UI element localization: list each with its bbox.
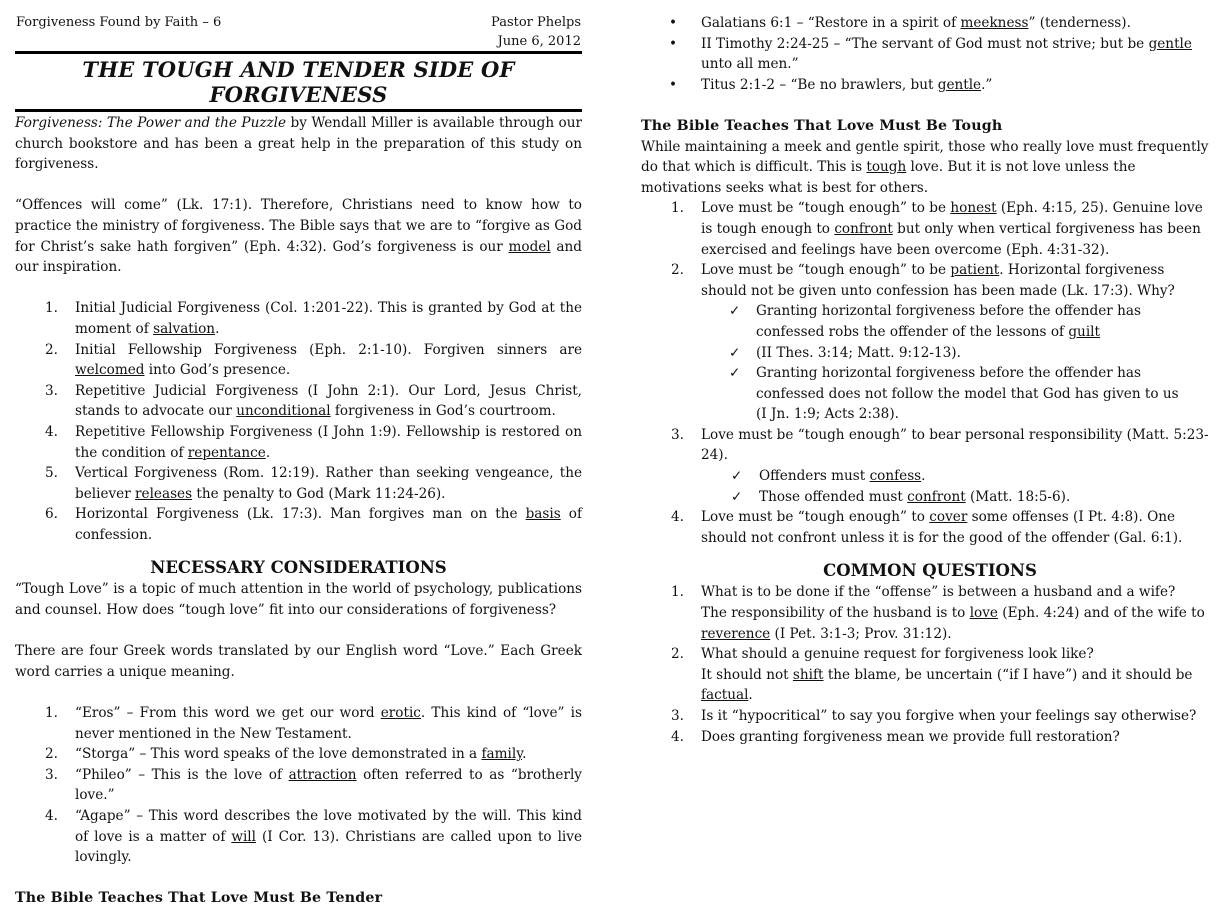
item-underline: meekness [960,15,1029,31]
item-text: “Phileo” – This is the love of [75,766,289,783]
item-text-end: ” (tenderness). [1028,15,1131,31]
bullet-icon: • [669,35,678,52]
answer-text: The responsibility of the husband is to [701,605,970,622]
list-number: 1. [45,705,58,722]
item-text-end: unto all men.” [701,56,799,73]
list-number: 2. [671,646,684,663]
item-text-end: . [265,444,271,461]
item-text: “Agape” – This word describes the love motivated by the will. This kind of love is a matter of [75,808,582,845]
item-text: II Timothy 2:24-25 – “The servant of God must not strive; but be [701,35,1149,52]
series-title: Forgiveness Found by Faith – 6 [16,15,222,30]
list-number: 4. [45,808,58,824]
list-item [15,381,582,422]
list-number: 1. [671,584,684,601]
tough-love-paragraph: “Tough Love” is a topic of much attention in the world of psychology, publications and counsel. How does “tough love” fit into our considerations of forgiveness? [15,581,582,619]
answer-text-mid: the blame, be uncertain (“if I have”) and it should be [823,666,1193,683]
offences-underline: model [508,238,551,255]
item-text: Vertical Forgiveness (Rom. 12:19). Rather than seeking vengeance, the believer [75,465,582,502]
item-underline: gentle [1148,35,1192,52]
item-text: Galatians 6:1 – “Restore in a spirit of [701,15,961,31]
answer-underline-2: reverence [701,625,771,642]
list-number: 6. [45,506,58,523]
list-number: 4. [45,423,58,440]
answer-text-end: (I Pet. 3:1-3; Prov. 31:12). [770,625,952,642]
item-text-end: the penalty to God (Mark 11:24-26). [192,485,446,502]
questions-heading: COMMON QUESTIONS [823,561,1037,581]
question-item [641,706,1209,727]
answer-underline: shift [792,666,824,683]
tender-bullets [641,13,1209,95]
check-item [641,363,1209,425]
check-underline: guilt [1068,323,1100,340]
item-underline: erotic [380,705,421,722]
item-underline: will [231,828,256,845]
list-item [15,504,582,545]
love-list [15,703,582,868]
list-number: 4. [671,509,684,526]
check-underline: confess [869,468,922,485]
check-text: Granting horizontal forgiveness before the offender has confessed does not follow the model that God has given to us (I Jn. 1:9; Acts 2:38). [756,365,1179,423]
item-text: Initial Fellowship Forgiveness (Eph. 2:1-10). Forgiven sinners are [75,341,582,358]
item-text: Initial Judicial Forgiveness (Col. 1:201-22). This is granted by God at the moment of [75,300,582,337]
item-text-mid: (Eph. 4:15, 25). Genuine love is tough enough to [701,200,1203,237]
forgiveness-list [15,298,582,545]
tender-heading: The Bible Teaches That Love Must Be Tender [15,890,383,907]
book-title: Forgiveness: The Power and the Puzzle [15,115,287,131]
page-header [15,0,582,50]
questions-list [641,582,1209,747]
list-item [15,744,582,765]
list-item [15,765,582,806]
question-text: Does granting forgiveness mean we provide full restoration? [701,728,1120,745]
item-underline: salvation [153,320,216,337]
check-text-end: (Matt. 18:5-6). [965,488,1071,505]
item-text-end: into God’s presence. [144,362,291,379]
item-underline: gentle [937,76,982,93]
offences-text-2: and our inspiration. [15,238,582,276]
check-text-end: . [921,468,926,485]
item-text: Love must be “tough enough” to be [701,262,951,279]
item-underline: cover [929,509,968,526]
question-item [641,727,1209,748]
necessary-heading: NECESSARY CONSIDERATIONS [150,558,447,578]
list-item [15,806,582,868]
item-text-end: but only when vertical forgiveness has been exercised and feelings have been overcome (Eph. 4:31-32). [701,220,1201,258]
bullet-item [641,34,1209,75]
answer-text-mid: (Eph. 4:24) and of the wife to [997,605,1205,622]
answer-underline: love [969,605,998,622]
bullet-item [641,13,1209,34]
list-number: 2. [671,262,684,279]
left-column [15,0,582,909]
item-text-end: . [215,320,220,337]
check-item [641,301,1209,342]
item-text: Love must be “tough enough” to be [701,200,951,217]
list-item [15,340,582,381]
list-number: 1. [45,300,58,317]
check-icon: ✓ [729,344,741,361]
intro-paragraph [15,113,582,175]
check-icon: ✓ [729,365,741,382]
tough-list [641,198,1209,548]
item-underline: welcomed [75,362,145,379]
item-text-end: of confession. [75,506,582,543]
item-text: Repetitive Judicial Forgiveness (I John 2:1). Our Lord, Jesus Christ, stands to advocate our [75,382,582,420]
item-text-end: forgiveness in God’s courtroom. [330,403,556,420]
page-title: THE TOUGH AND TENDER SIDE OF FORGIVENESS [15,51,582,112]
bullet-icon: • [669,15,678,31]
item-text: “Eros” – From this word we get our word [75,705,381,722]
item-text: Horizontal Forgiveness (Lk. 17:3). Man forgives man on the [75,506,526,523]
item-text-mid: some offenses (I Pt. 4:8). One should not confront unless it is for the good of the offender (Gal. 6:1). [701,509,1183,546]
check-item [641,487,1209,508]
answer-text-end: . [748,687,753,704]
tough-text-1: While maintaining a meek and gentle spirit, those who really love must frequently do that which is difficult. This is [641,138,1209,176]
question-item [641,644,1209,706]
item-text: Love must be “tough enough” to bear personal responsibility (Matt. 5:23-24). [701,426,1209,464]
item-text-end: . This kind of “love” is never mentioned in the New Testament. [75,705,582,742]
check-icon: ✓ [729,303,741,320]
check-text: Offenders must [759,468,870,485]
list-number: 3. [671,426,684,443]
list-number: 3. [671,708,684,724]
list-item [15,703,582,744]
item-text-end: . [522,746,527,763]
list-item [15,463,582,504]
list-item [641,507,1209,548]
item-text: Repetitive Fellowship Forgiveness (I John 1:9). Fellowship is restored on the condition of [75,423,582,461]
tough-heading: The Bible Teaches That Love Must Be Tough [641,117,1003,134]
check-underline: confront [907,488,966,505]
date: June 6, 2012 [497,34,581,49]
list-number: 3. [45,382,58,399]
list-item [15,422,582,463]
check-item [641,343,1209,364]
item-underline: patient [950,262,1000,279]
intro-text: by Wendall Miller is available through our church bookstore and has been a great help in the preparation of this study on forgiveness. [15,115,582,173]
tough-underline: tough [866,159,907,176]
tough-text-2: love. But it is not love unless the motivations seeks what is best for others. [641,159,1136,196]
list-number: 1. [671,200,684,217]
greek-words-paragraph: There are four Greek words translated by our English word “Love.” Each Greek word carries a unique meaning. [15,643,582,680]
list-number: 3. [45,766,58,783]
check-icon: ✓ [731,488,743,505]
check-text: Those offended must [759,488,908,505]
item-text-mid: . Horizontal forgiveness should not be given unto confession has been made (Lk. 17:3). Why? [701,262,1175,299]
item-underline: family [481,746,523,763]
list-number: 4. [671,728,684,745]
list-item [641,425,1209,466]
item-underline: attraction [288,766,357,783]
check-icon: ✓ [731,468,743,485]
item-underline-2: confront [834,220,893,237]
list-number: 5. [45,465,58,482]
question-item [641,582,1209,644]
question-text: What should a genuine request for forgiveness look like? [701,646,1094,663]
tough-paragraph [641,137,1209,199]
answer-text: It should not [701,666,793,683]
list-number: 2. [45,746,58,763]
right-column [641,13,1209,747]
list-item [641,260,1209,301]
item-underline: honest [950,200,997,217]
check-item [641,466,1209,487]
author: Pastor Phelps [491,15,581,30]
bullet-item [641,75,1209,96]
list-number: 2. [45,341,58,358]
item-text-end: (I Cor. 13). Christians are called upon to live lovingly. [75,828,582,866]
check-text: (II Thes. 3:14; Matt. 9:12-13). [756,344,961,361]
item-text: Love must be “tough enough” to [701,509,930,526]
check-text: Granting horizontal forgiveness before the offender has confessed robs the offender of the lessons of [756,303,1141,340]
list-item [15,298,582,339]
item-text-end: often referred to as “brotherly love.” [75,766,582,804]
item-underline: basis [525,506,561,523]
offences-text-1: “Offences will come” (Lk. 17:1). Therefore, Christians need to know how to practice the ministry of forgiveness. The Bible says that we are to “forgive as God for Christ’s sake hath forgiven” (Eph. 4:32). God’s forgiveness is our [15,197,582,255]
item-text: Titus 2:1-2 – “Be no brawlers, but [701,76,938,93]
list-item [641,198,1209,260]
item-underline: unconditional [236,403,331,420]
question-text: Is it “hypocritical” to say you forgive when your feelings say otherwise? [701,708,1197,724]
offences-paragraph [15,195,582,277]
item-underline: releases [135,485,193,502]
answer-underline-2: factual [701,687,749,704]
bullet-icon: • [669,76,678,93]
item-text: “Storga” – This word speaks of the love demonstrated in a [75,746,482,763]
item-text-end: .” [981,76,993,93]
item-underline: repentance [187,444,266,461]
question-text: What is to be done if the “offense” is between a husband and a wife? [701,584,1176,601]
